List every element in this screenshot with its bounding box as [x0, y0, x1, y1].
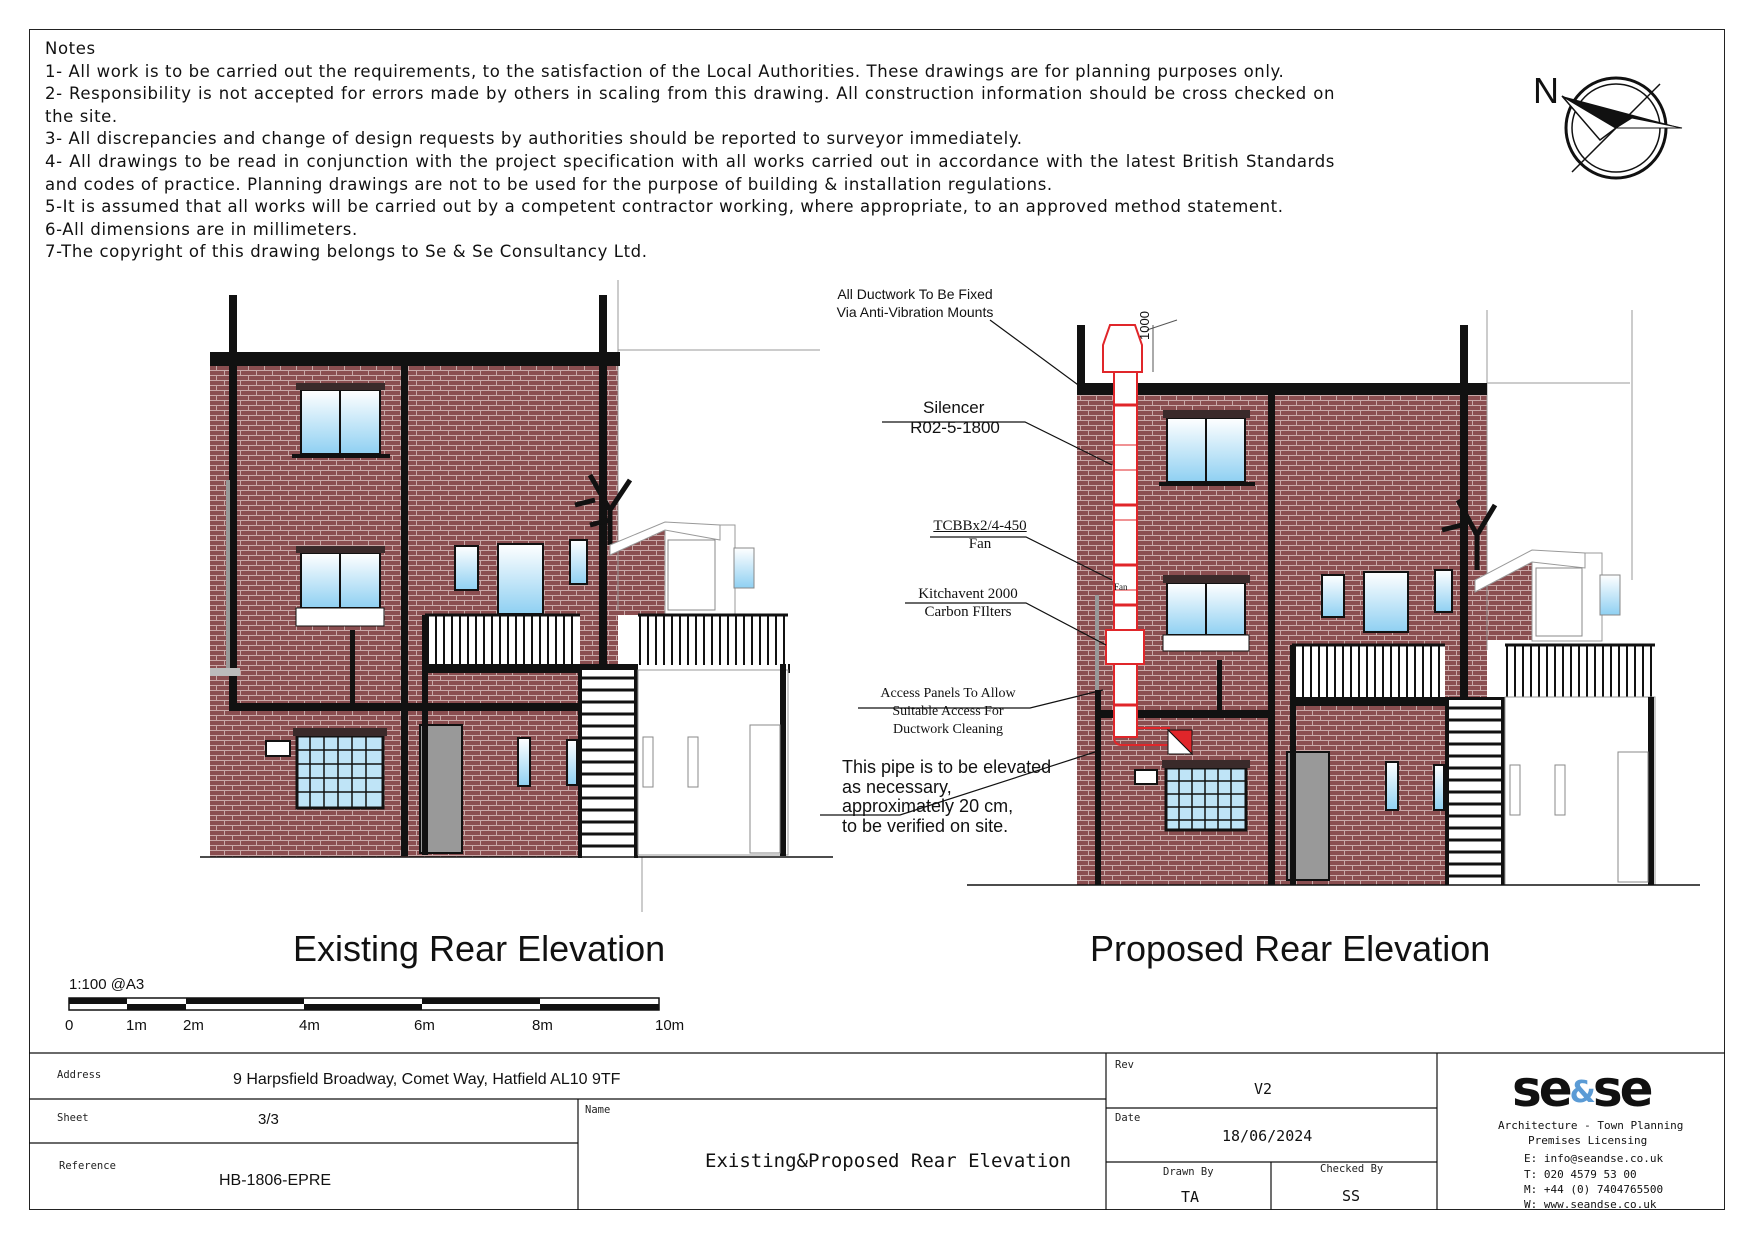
note-item: 3- All discrepancies and change of design requests by authorities should be reported to surveyor immediately.	[45, 129, 1023, 149]
notes-title: Notes	[45, 39, 96, 58]
annotation-line: Fan	[968, 536, 992, 552]
company-logo	[1512, 1060, 1651, 1118]
north-arrow-icon	[1562, 78, 1682, 178]
drawn-by-label: Drawn By	[1163, 1166, 1214, 1178]
dimension-label: 1000	[1137, 311, 1152, 340]
sheet-value: 3/3	[258, 1111, 279, 1128]
reference-label: Reference	[59, 1160, 116, 1172]
logo-text: &	[1569, 1075, 1593, 1110]
scale-tick: 1m	[126, 1017, 147, 1034]
company-web: W: www.seandse.co.uk	[1524, 1198, 1657, 1211]
proposed-elevation-title: Proposed Rear Elevation	[1090, 928, 1491, 969]
annotation-line: as necessary,	[842, 776, 952, 797]
scale-tick: 6m	[414, 1017, 435, 1034]
annotation-ductwork	[820, 285, 1010, 321]
annotation-line: approximately 20 cm,	[842, 796, 1014, 816]
annotation-silencer	[890, 398, 1020, 438]
note-item: 2- Responsibility is not accepted for errors made by others in scaling from this drawing. All construction information should be cross checked on the site.	[45, 84, 1335, 126]
annotation-fan	[915, 517, 1045, 553]
annotation-line: All Ductwork To Be Fixed	[837, 286, 993, 302]
company-mobile: M: +44 (0) 7404765500	[1524, 1183, 1664, 1196]
annotation-access	[858, 685, 1038, 739]
reference-value: HB-1806-EPRE	[219, 1172, 332, 1189]
annotation-line: Via Anti-Vibration Mounts	[836, 304, 994, 320]
annotation-line: R02-5-1800	[910, 418, 1000, 437]
scale-tick: 2m	[183, 1017, 204, 1034]
annotation-line: Ductwork Cleaning	[892, 722, 1004, 737]
annotation-line: Access Panels To Allow	[880, 686, 1016, 701]
annotation-line: Carbon FIlters	[924, 604, 1012, 620]
drawn-by-value: TA	[1181, 1188, 1200, 1206]
scale-label: 1:100 @A3	[69, 976, 145, 993]
note-item: 4- All drawings to be read in conjunction with the project specification with all works carried out in accordance with the latest British Standards and codes of practice. Planning drawings are not to be used for the purpose of building & installation regulations.	[45, 151, 1335, 194]
annotation-filters	[898, 585, 1038, 621]
annotation-line: This pipe is to be elevated	[842, 757, 1052, 777]
checked-by-label: Checked By	[1320, 1163, 1384, 1175]
scale-tick: 4m	[299, 1017, 320, 1034]
note-item: 7-The copyright of this drawing belongs to Se & Se Consultancy Ltd.	[45, 242, 648, 262]
note-item: 5-It is assumed that all works will be carried out by a competent contractor working, where appropriate, to an approved method statement.	[45, 197, 1284, 217]
compass-label: N	[1533, 70, 1559, 111]
company-phone: T: 020 4579 53 00	[1524, 1168, 1637, 1181]
note-item: 6-All dimensions are in millimeters.	[45, 219, 358, 239]
annotation-line: TCBBx2/4-450	[933, 518, 1027, 534]
fan-label: Fan	[1114, 582, 1128, 592]
rev-label: Rev	[1115, 1059, 1134, 1071]
annotation-pipe	[842, 758, 1051, 836]
scale-tick: 8m	[532, 1017, 553, 1034]
annotation-line: Silencer	[923, 398, 985, 417]
address-value: 9 Harpsfield Broadway, Comet Way, Hatfield AL10 9TF	[233, 1071, 621, 1088]
address-label: Address	[57, 1069, 102, 1081]
company-tagline: Premises Licensing	[1528, 1134, 1648, 1147]
annotation-line: Suitable Access For	[892, 704, 1004, 719]
date-label: Date	[1115, 1112, 1141, 1124]
checked-by-value: SS	[1342, 1187, 1361, 1205]
logo-text: se	[1512, 1060, 1570, 1118]
scale-bar	[69, 998, 659, 1010]
name-label: Name	[585, 1104, 611, 1116]
annotation-line: to be verified on site.	[842, 815, 1009, 836]
existing-elevation	[200, 280, 833, 912]
scale-tick: 0	[65, 1017, 74, 1034]
company-email: E: info@seandse.co.uk	[1524, 1152, 1664, 1165]
existing-elevation-title: Existing Rear Elevation	[293, 928, 666, 969]
company-tagline: Architecture - Town Planning	[1498, 1119, 1684, 1132]
annotation-line: Kitchavent 2000	[918, 586, 1018, 602]
date-value: 18/06/2024	[1222, 1127, 1313, 1145]
note-item: 1- All work is to be carried out the requirements, to the satisfaction of the Local Authorities. These drawings are for planning purposes only.	[45, 61, 1285, 81]
rev-value: V2	[1254, 1080, 1273, 1098]
scale-tick: 10m	[655, 1017, 685, 1034]
logo-text: se	[1592, 1060, 1651, 1118]
sheet-label: Sheet	[57, 1112, 89, 1124]
drawing-name: Existing&Proposed Rear Elevation	[705, 1150, 1072, 1172]
